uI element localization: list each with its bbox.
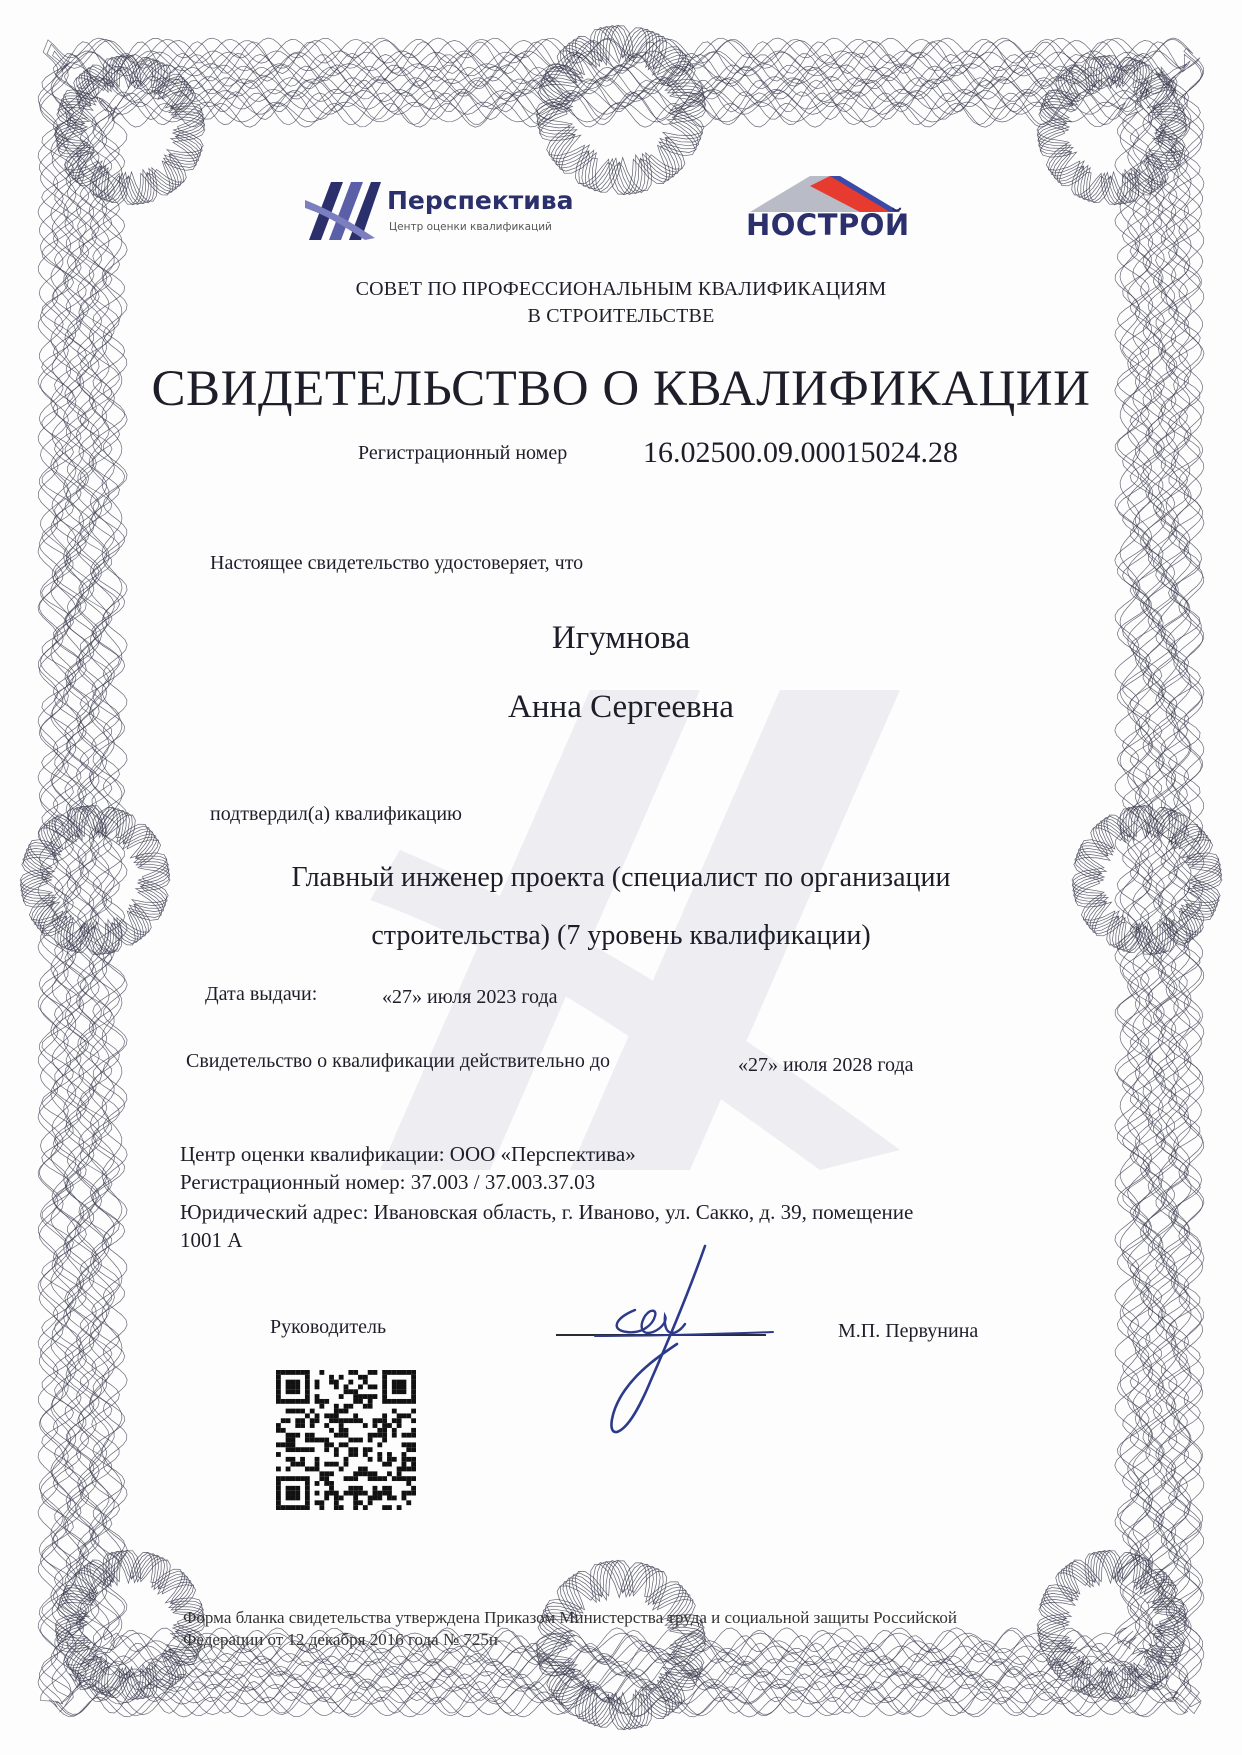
council-line-1: СОВЕТ ПО ПРОФЕССИОНАЛЬНЫМ КВАЛИФИКАЦИЯМ	[355, 278, 887, 300]
footer-line-1: Форма бланка свидетельства утверждена Приказом Министерства труда и социальной защиты Российской	[183, 1608, 957, 1627]
registration-label: Регистрационный номер	[358, 442, 568, 464]
signatory-name: М.П. Первунина	[838, 1320, 979, 1342]
perspektiva-logo-name: Перспектива	[387, 186, 574, 215]
perspektiva-logo-subtitle: Центр оценки квалификаций	[389, 221, 552, 233]
qualification-line-1: Главный инженер проекта (специалист по организации	[291, 862, 951, 893]
guilloche-rosette	[55, 55, 205, 205]
council-line-2: В СТРОИТЕЛЬСТВЕ	[527, 305, 715, 327]
center-address-room: 1001 А	[180, 1228, 243, 1252]
holder-surname: Игумнова	[551, 620, 691, 656]
center-name: Центр оценки квалификации: ООО «Перспектива»	[180, 1142, 636, 1166]
center-address: Юридический адрес: Ивановская область, г. Иваново, ул. Сакко, д. 39, помещение	[180, 1200, 914, 1224]
qr-code	[276, 1370, 416, 1510]
registration-number: 16.02500.09.00015024.28	[643, 436, 958, 469]
qualification-line-2: строительства) (7 уровень квалификации)	[371, 920, 871, 951]
signatory-role: Руководитель	[270, 1316, 387, 1338]
validity-label: Свидетельство о квалификации действительно до	[186, 1050, 610, 1072]
center-registration: Регистрационный номер: 37.003 / 37.003.37.03	[180, 1170, 596, 1194]
issue-date-label: Дата выдачи:	[205, 983, 318, 1005]
guilloche-rosette	[1037, 55, 1187, 205]
certifies-text: Настоящее свидетельство удостоверяет, что	[210, 552, 584, 574]
validity-date: «27» июля 2028 года	[738, 1054, 914, 1076]
guilloche-rosette	[536, 1560, 706, 1730]
nostroy-logo	[740, 172, 910, 244]
guilloche-rosette	[536, 25, 706, 195]
guilloche-rosette	[1037, 1550, 1187, 1700]
nostroy-roof-icon	[740, 172, 910, 212]
footer-line-2: Федерации от 12 декабря 2016 года № 725н	[183, 1630, 499, 1649]
perspektiva-logo-icon	[305, 178, 381, 242]
nostroy-logo-name: НОСТРОЙ	[746, 208, 910, 242]
page-title: СВИДЕТЕЛЬСТВО О КВАЛИФИКАЦИИ	[151, 361, 1091, 417]
perspektiva-logo	[305, 178, 575, 242]
confirmed-text: подтвердил(а) квалификацию	[210, 803, 462, 825]
handwritten-signature	[555, 1240, 775, 1440]
issue-date: «27» июля 2023 года	[382, 986, 558, 1008]
holder-given-names: Анна Сергеевна	[508, 689, 734, 725]
